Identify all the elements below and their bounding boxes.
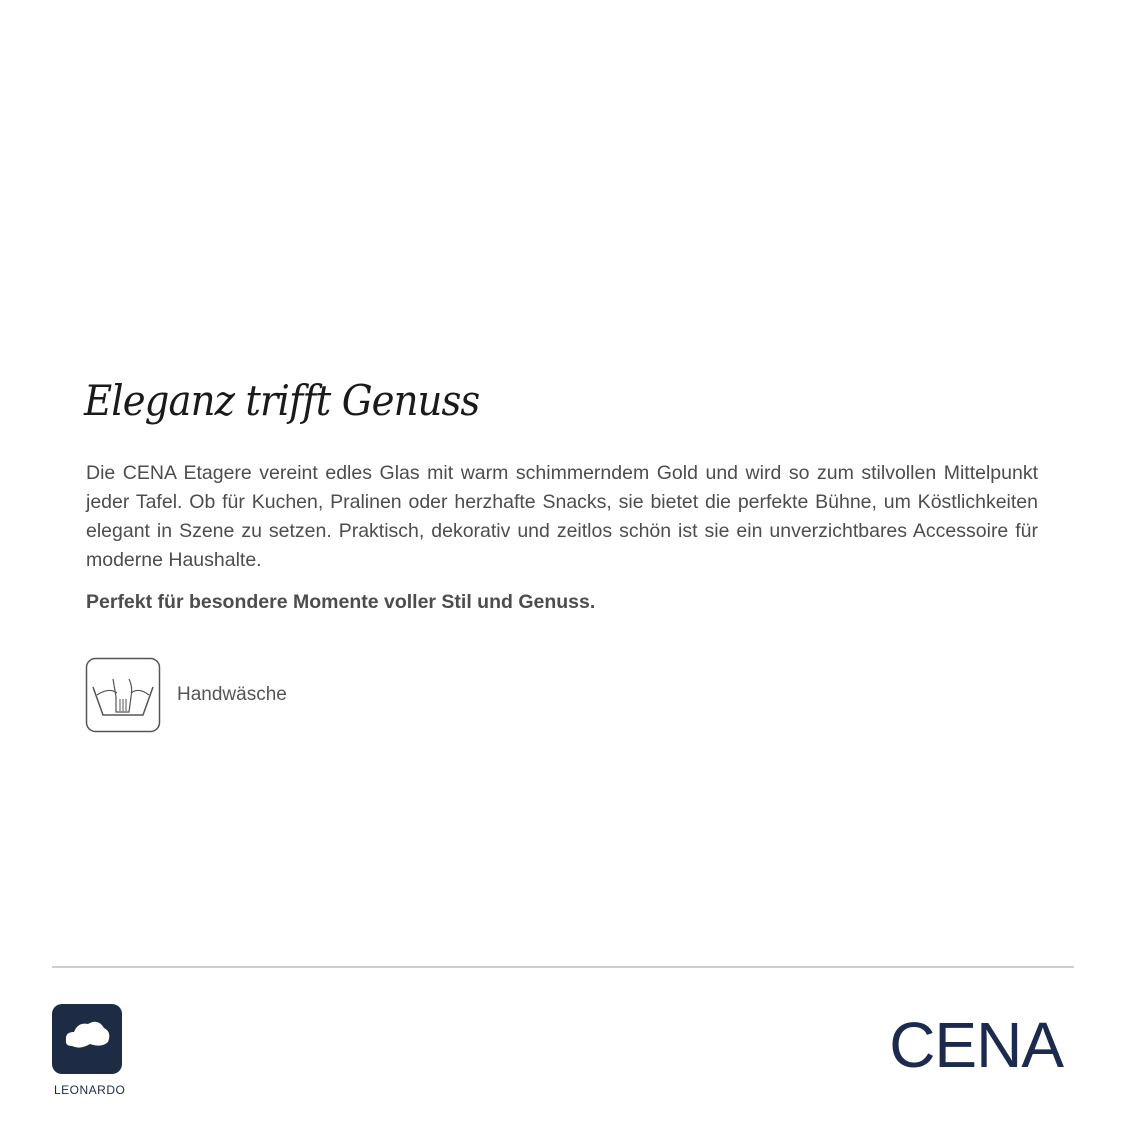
leonardo-logo-icon — [52, 1004, 122, 1074]
hand-wash-icon — [85, 657, 161, 733]
tagline: Perfekt für besondere Momente voller Stil und Genuss. — [86, 591, 596, 613]
divider — [52, 966, 1074, 968]
headline: Eleganz trifft Genuss — [84, 376, 480, 425]
product-description: Die CENA Etagere vereint edles Glas mit warm schimmerndem Gold und wird so zum stilvollen Mittelpunkt jeder Tafel. Ob für Kuchen, Pralinen oder herzhafte Snacks, sie bietet die perfekte Bühne, um Köstlichkeiten elegant in Szene zu setzen. Praktisch, dekorativ und zeitlos schön ist sie ein unverzichtbares Accessoire für moderne Haushalte. — [86, 462, 1038, 571]
care-label: Handwäsche — [177, 684, 287, 705]
care-instruction — [85, 657, 287, 733]
brand-name: CENA — [889, 1009, 1063, 1081]
logo-text: LEONARDO — [54, 1083, 126, 1097]
